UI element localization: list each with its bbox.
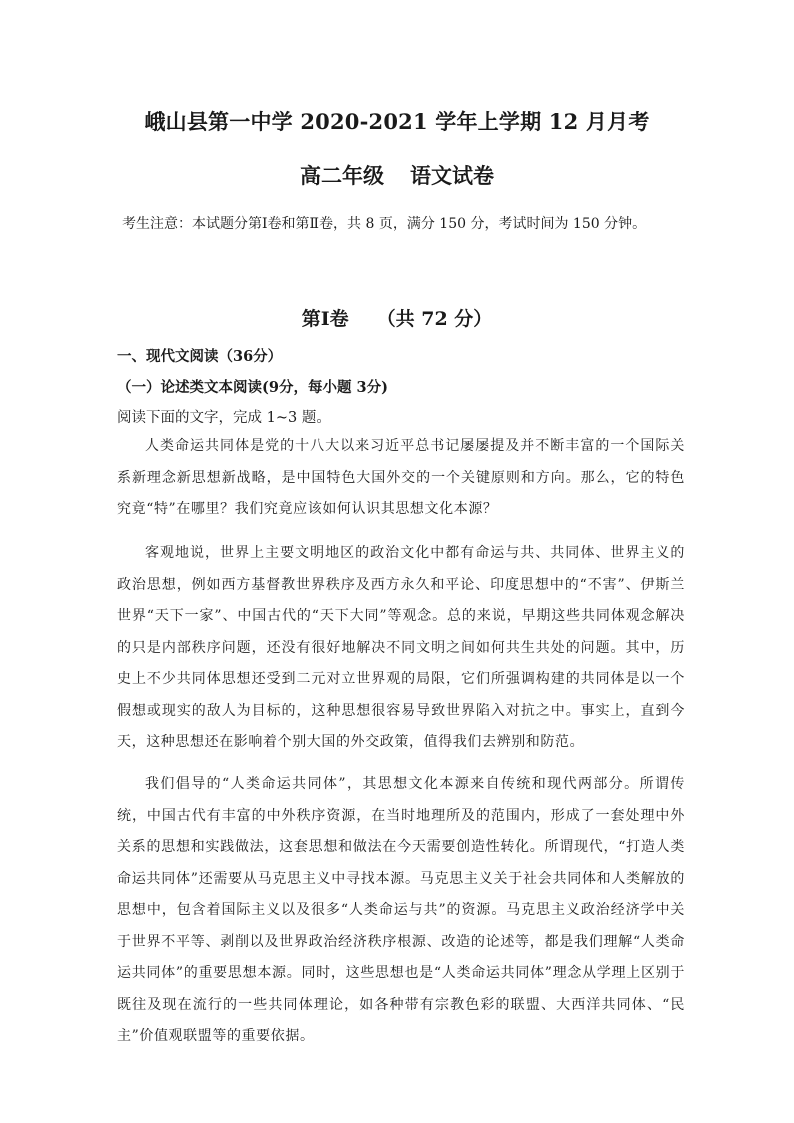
subsection-heading: （一）论述类文本阅读(9分，每小题 3分)	[117, 379, 388, 396]
passage-paragraph-2: 客观地说，世界上主要文明地区的政治文化中都有命运与共、共同体、世界主义的政治思想，例如西方基督教世界秩序及西方永久和平论、印度思想中的“不害”、伊斯兰世界“天下一家”、中国古代的“天下大同”等观念。总的来说，早期这些共同体观念解决的只是内部秩序问题，还没有很好地解决不同文明之间如何共生共处的问题。其中，历史上不少共同体思想还受到二元对立世界观的局限，它们所强调构建的共同体是以一个假想或现实的敌人为目标的，这种思想很容易导致世界陷入对抗之中。事实上，直到今天，这种思想还在影响着个别大国的外交政策，值得我们去辨别和防范。	[117, 545, 685, 750]
section-heading: 一、现代文阅读（36分）	[117, 348, 283, 365]
passage-paragraph-3: 我们倡导的“人类命运共同体”，其思想文化本源来自传统和现代两部分。所谓传统，中国古代有丰富的中外秩序资源，在当时地理所及的范围内，形成了一套处理中外关系的思想和实践做法，这套思想和做法在今天需要创造性转化。所谓现代，“打造人类命运共同体”还需要从马克思主义中寻找本源。马克思主义关于社会共同体和人类解放的思想中，包含着国际主义以及很多“人类命运与共”的资源。马克思主义政治经济学中关于世界不平等、剥削以及世界政治经济秩序根源、改造的论述等，都是我们理解“人类命运共同体”的重要思想本源。同时，这些思想也是“人类命运共同体”理念从学理上区别于既往及现在流行的一些共同体理论，如各种带有宗教色彩的联盟、大西洋共同体、“民主”价值观联盟等的重要依据。	[117, 776, 685, 1044]
passage-paragraph-1: 人类命运共同体是党的十八大以来习近平总书记屡屡提及并不断丰富的一个国际关系新理念新思想新战略，是中国特色大国外交的一个关键原则和方向。那么，它的特色究竟“特”在哪里？我们究竟应该如何认识其思想文化本源？	[117, 438, 685, 517]
subject-label: 语文试卷	[410, 163, 494, 188]
part-score: （共 72 分）	[376, 308, 493, 330]
part-label: 第Ⅰ卷	[301, 308, 349, 330]
exam-title: 峨山县第一中学 2020-2021 学年上学期 12 月月考	[144, 109, 650, 134]
reading-instruction: 阅读下面的文字，完成 1~3 题。	[117, 410, 331, 426]
part-heading	[0, 304, 794, 331]
exam-subtitle	[0, 160, 794, 190]
grade-label: 高二年级	[300, 163, 384, 188]
exam-notice: 考生注意：本试题分第Ⅰ卷和第Ⅱ卷，共 8 页，满分 150 分，考试时间为 150 分钟。	[122, 216, 647, 232]
